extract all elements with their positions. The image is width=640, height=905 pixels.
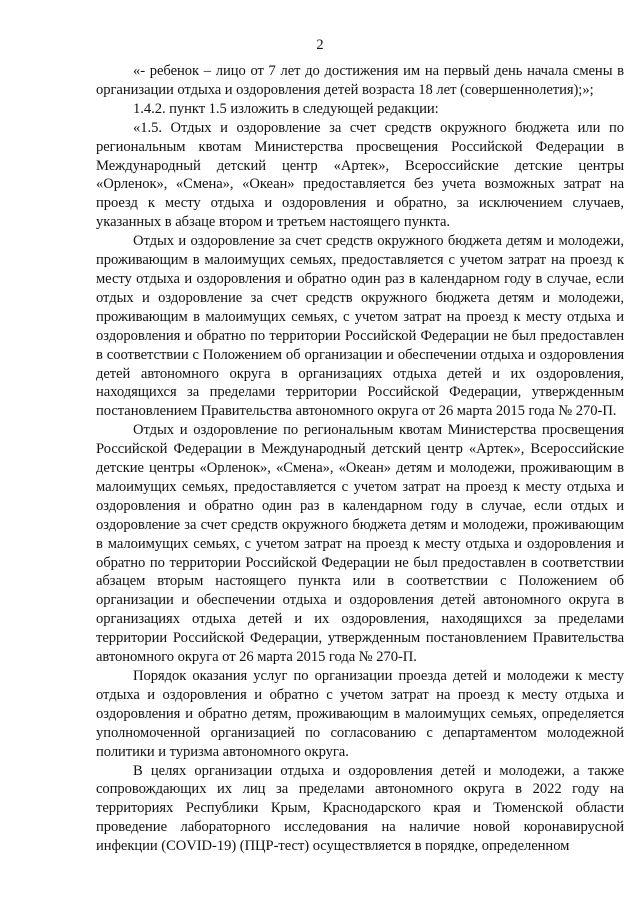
paragraph-child-definition: «- ребенок – лицо от 7 лет до достижения им на первый день начала смены в организации отдыха и оздоровления детей возраста 18 лет (совершеннолетия);»; [96, 63, 624, 98]
paragraph-travel-services: Порядок оказания услуг по организации проезда детей и молодежи к месту отдыха и оздоровления и обратно с учетом затрат на проезд к месту отдыха и оздоровления и обратно детям, проживающим в малоимущих семьях, определяется уполномоченной организацией по согласованию с департаментом молодежной политики и туризма автономного округа. [96, 668, 624, 760]
paragraph-clause-1-5: «1.5. Отдых и оздоровление за счет средств окружного бюджета или по региональным квотам Министерства просвещения Российской Федерации в Международный детский центр «Артек», Всероссийские детские центры «Орленок», «Смена», «Океан» предоставляется без учета возможных затрат на проезд к месту отдыха и оздоровления и обратно, за исключением случаев, указанных в абзаце втором и третьем настоящего пункта. [96, 119, 624, 231]
page-number: 2 [316, 37, 324, 53]
document-body [96, 62, 624, 856]
paragraph-low-income-budget: Отдых и оздоровление за счет средств окружного бюджета детям и молодежи, проживающим в малоимущих семьях, предоставляется с учетом затрат на проезд к месту отдыха и оздоровления и обратно один раз в календарном году в случае, если отдых и оздоровление за счет средств окружного бюджета детям и молодежи, проживающим в малоимущих семьях, с учетом затрат на проезд к месту отдыха и оздоровления и обратно по территории Российской Федерации не был предоставлен в соответствии с Положением об организации и обеспечении отдыха и оздоровления детей автономного округа в организациях отдыха детей и их оздоровления, находящихся за пределами территории Российской Федерации, утвержденным постановлением Правительства автономного округа от 26 марта 2015 года № 270-П. [96, 233, 624, 420]
paragraph-regional-quotas: Отдых и оздоровление по региональным квотам Министерства просвещения Российской Федерации в Международный детский центр «Артек», Всероссийские детские центры «Орленок», «Смена», «Океан» детям и молодежи, проживающим в малоимущих семьях, предоставляется с учетом затрат на проезд к месту отдыха и оздоровления и обратно один раз в календарном году в случае, если отдых и оздоровление за счет средств окружного бюджета детям и молодежи, проживающим в малоимущих семьях, с учетом затрат на проезд к месту отдыха и оздоровления и обратно по территории Российской Федерации не был предоставлен в соответствии абзацем вторым настоящего пункта или в соответствии с Положением об организации и обеспечении отдыха и оздоровления детей автономного округа в организациях отдыха детей и их оздоровления, находящихся за пределами территории Российской Федерации, утвержденным постановлением Правительства автономного округа от 26 марта 2015 года № 270-П. [96, 422, 624, 666]
paragraph-amendment-intro: 1.4.2. пункт 1.5 изложить в следующей редакции: [133, 100, 439, 117]
paragraph-covid-testing: В целях организации отдыха и оздоровления детей и молодежи, а также сопровождающих их лиц за пределами автономного округа в 2022 году на территориях Республики Крым, Краснодарского края и Тюменской области проведение лабораторного исследования на наличие новой коронавирусной инфекции (COVID-19) (ПЦР-тест) осуществляется в порядке, определенном [96, 762, 624, 855]
